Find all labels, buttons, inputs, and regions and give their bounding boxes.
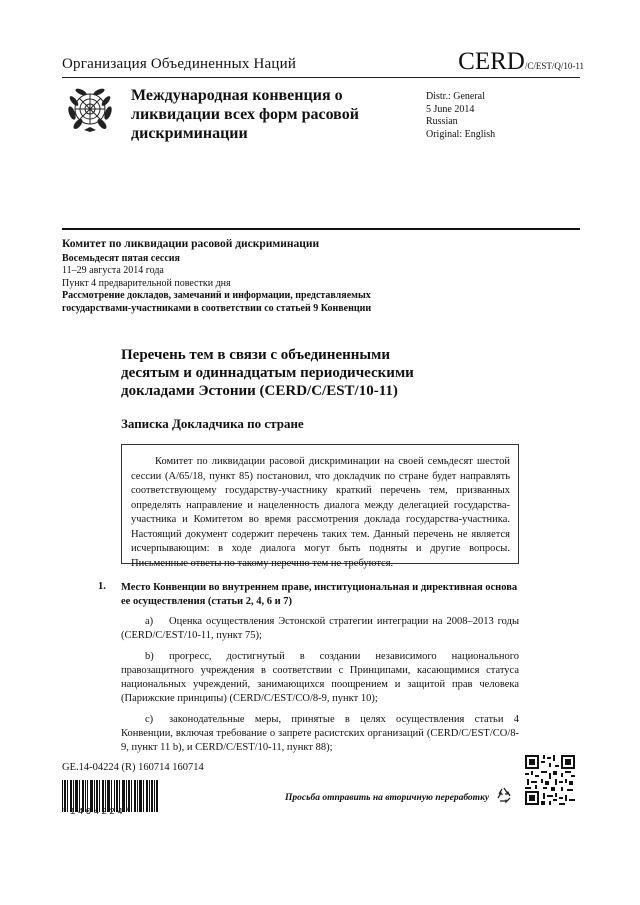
note-title: Записка Докладчика по стране [121, 416, 304, 431]
summary-text: Комитет по ликвидации расовой дискриминации на своей семьдесят шестой сессии (A/65/18, пункт 85) постановил, что докладчик по стране будет направлять соответствующему государству-участнику краткий перечень тем, призванных определять направление и нацеленность диалога между делегацией государства-участника и Комитетом во время рассмотрения доклада государства-участника. Настоящий документ содержит перечень таких тем. Данный перечень не является исчерпывающим: в ходе диалога могут быть подняты и другие вопросы. Письменные ответы по такому перечню тем не требуются. [131, 456, 510, 569]
session-dates: 11–29 августа 2014 года [62, 265, 164, 276]
distribution-date: 5 June 2014 [426, 103, 475, 115]
barcode-number: *1404224* [62, 807, 134, 817]
item-letter: c) [145, 714, 154, 725]
agenda-title: Рассмотрение докладов, замечаний и информации, представляемых государствами-участниками в соответствии со статьей 9 Конвенции [62, 290, 372, 314]
item-letter: a) [145, 616, 154, 627]
list-item [121, 615, 519, 643]
item-text: законодательные меры, принятые в целях осуществления статьи 4 Конвенции, включая требование о запрете расистских организаций (CERD/C/EST/CO/8-9, пункт 11 b), и CERD/C/EST/10-11, пункт 88); [121, 714, 519, 753]
summary-box [121, 444, 519, 569]
item-letter: b) [145, 651, 154, 662]
committee-block [62, 238, 382, 315]
document-symbol [458, 48, 584, 76]
symbol-sub: /C/EST/Q/10-11 [524, 61, 584, 71]
section-title: Место Конвенции во внутреннем праве, институциональная и директивная основа ее осуществления (статьи 2, 4, 6 и 7) [121, 582, 518, 607]
job-number: GE.14-04224 (R) 160714 160714 [62, 762, 204, 773]
symbol-main: CERD [458, 48, 525, 75]
item-text: прогресс, достигнутый в создании независимого национального правозащитного учреждения в соответствии с Принципами, касающимися статуса национальных учреждений, занимающихся поощрением и защитой прав человека (Парижские принципы) (CERD/C/EST/CO/8-9, пункт 10); [121, 651, 519, 704]
distribution-original: Original: English [426, 128, 496, 140]
section-items [121, 615, 519, 762]
un-emblem-icon [64, 83, 116, 135]
section-number: 1. [98, 581, 106, 592]
convention-title: Международная конвенция о ликвидации всех форм расовой дискриминации [131, 87, 359, 142]
qr-code-icon [525, 755, 575, 805]
distribution-block [426, 91, 495, 141]
list-item [121, 650, 519, 706]
session-name: Восемьдесят пятая сессия [62, 252, 180, 264]
document-title: Перечень тем в связи с объединенными десятым и одиннадцатым периодическими докладами Эстонии (CERD/C/EST/10-11) [121, 347, 414, 399]
distribution-language: Russian [426, 116, 458, 127]
section-rule [62, 228, 580, 230]
distribution-line: Distr.: General [426, 91, 485, 102]
committee-name: Комитет по ликвидации расовой дискриминации [62, 238, 320, 250]
organization-name: Организация Объединенных Наций [62, 56, 297, 72]
item-text: Оценка осуществления Эстонской стратегии интеграции на 2008–2013 годы (CERD/C/EST/10-11, пункт 75); [121, 616, 519, 641]
header-rule [62, 77, 580, 78]
list-item [121, 713, 519, 755]
agenda-item: Пункт 4 предварительной повестки дня [62, 277, 231, 289]
recycle-text: Просьба отправить на вторичную переработку [285, 793, 490, 803]
recycle-icon [494, 785, 514, 805]
